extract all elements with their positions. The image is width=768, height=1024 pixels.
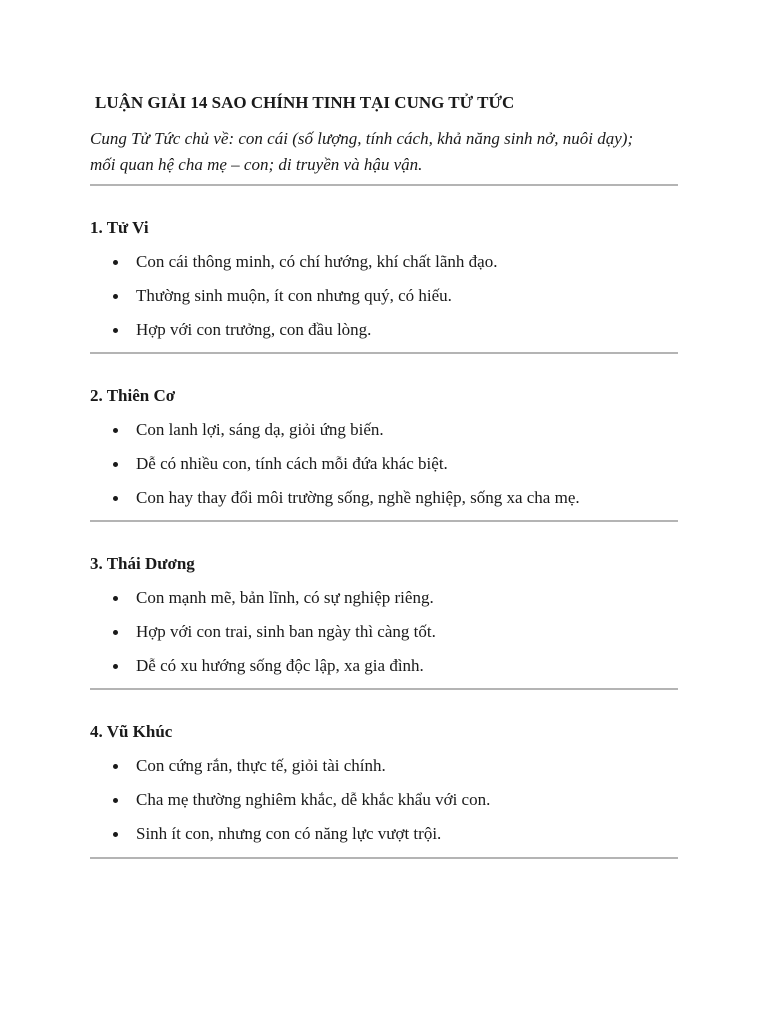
list-item bbox=[90, 656, 678, 690]
section-thai-duong bbox=[90, 554, 678, 690]
list-item-text: Con lanh lợi, sáng dạ, giỏi ứng biến. bbox=[136, 420, 384, 439]
list-item-text: Thường sinh muộn, ít con nhưng quý, có hiếu. bbox=[136, 286, 452, 305]
list-item-text: Dễ có xu hướng sống độc lập, xa gia đình. bbox=[136, 656, 424, 675]
list-item bbox=[90, 488, 678, 522]
section-heading: 2. Thiên Cơ bbox=[90, 386, 176, 405]
bullet-icon bbox=[113, 260, 118, 265]
bullet-icon bbox=[113, 328, 118, 333]
list-item bbox=[90, 824, 678, 858]
bullet-icon bbox=[113, 496, 118, 501]
list-item-text: Dễ có nhiều con, tính cách mỗi đứa khác biệt. bbox=[136, 454, 448, 473]
divider bbox=[90, 857, 678, 859]
bullet-icon bbox=[113, 664, 118, 669]
bullet-icon bbox=[113, 462, 118, 467]
list-item-text: Con cứng rắn, thực tế, giỏi tài chính. bbox=[136, 756, 386, 775]
section-tu-vi bbox=[90, 218, 678, 354]
section-vu-khuc bbox=[90, 722, 678, 858]
list-item-text: Hợp với con trai, sinh ban ngày thì càng tốt. bbox=[136, 622, 436, 641]
list-item bbox=[90, 756, 678, 790]
divider bbox=[90, 688, 678, 690]
divider bbox=[90, 520, 678, 522]
list-item bbox=[90, 420, 678, 454]
list-item-text: Con mạnh mẽ, bản lĩnh, có sự nghiệp riêng. bbox=[136, 588, 434, 607]
bullet-list bbox=[90, 252, 678, 354]
bullet-icon bbox=[113, 428, 118, 433]
bullet-icon bbox=[113, 294, 118, 299]
bullet-icon bbox=[113, 764, 118, 769]
list-item-text: Hợp với con trưởng, con đầu lòng. bbox=[136, 320, 372, 339]
bullet-icon bbox=[113, 832, 118, 837]
list-item-text: Con cái thông minh, có chí hướng, khí chất lãnh đạo. bbox=[136, 252, 498, 271]
bullet-list bbox=[90, 756, 678, 858]
list-item-text: Cha mẹ thường nghiêm khắc, dễ khắc khẩu với con. bbox=[136, 790, 491, 809]
bullet-list bbox=[90, 588, 678, 690]
section-heading: 1. Tử Vi bbox=[90, 218, 149, 237]
section-heading: 3. Thái Dương bbox=[90, 554, 195, 573]
divider bbox=[90, 352, 678, 354]
bullet-list bbox=[90, 420, 678, 522]
section-heading: 4. Vũ Khúc bbox=[90, 722, 173, 741]
bullet-icon bbox=[113, 630, 118, 635]
divider bbox=[90, 184, 678, 186]
bullet-icon bbox=[113, 798, 118, 803]
section-thien-co bbox=[90, 386, 678, 522]
document-title: LUẬN GIẢI 14 SAO CHÍNH TINH TẠI CUNG TỬ TỨC bbox=[95, 93, 515, 112]
list-item-text: Sinh ít con, nhưng con có năng lực vượt trội. bbox=[136, 824, 442, 843]
intro-line: mối quan hệ cha mẹ – con; di truyền và hậu vận. bbox=[90, 155, 423, 174]
list-item bbox=[90, 588, 678, 622]
intro-paragraph bbox=[90, 126, 678, 178]
list-item bbox=[90, 286, 678, 320]
list-item bbox=[90, 454, 678, 488]
list-item bbox=[90, 790, 678, 824]
list-item bbox=[90, 320, 678, 354]
bullet-icon bbox=[113, 596, 118, 601]
list-item bbox=[90, 252, 678, 286]
intro-line: Cung Tử Tức chủ về: con cái (số lượng, tính cách, khả năng sinh nở, nuôi dạy); bbox=[90, 129, 634, 148]
list-item-text: Con hay thay đổi môi trường sống, nghề nghiệp, sống xa cha mẹ. bbox=[136, 488, 580, 507]
list-item bbox=[90, 622, 678, 656]
